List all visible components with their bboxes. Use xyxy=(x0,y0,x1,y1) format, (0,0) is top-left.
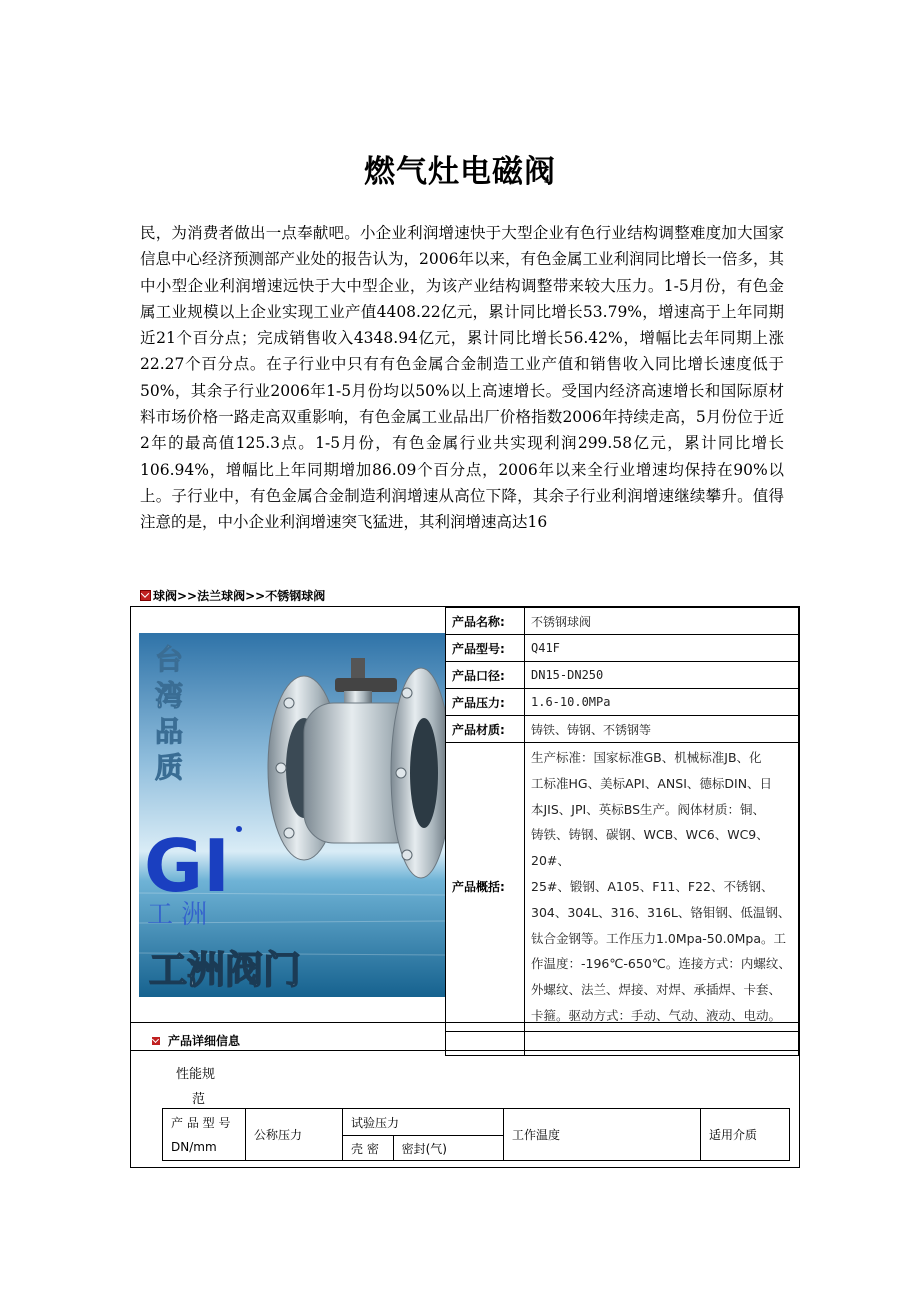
spec-row-overview xyxy=(446,743,799,1032)
product-image xyxy=(139,633,445,997)
spec-value: DN15-DN250 xyxy=(525,662,799,689)
detail-title: 产品详细信息 xyxy=(168,1034,241,1048)
col-test-pressure: 试验压力 xyxy=(343,1109,504,1136)
breadcrumb-text[interactable]: 球阀>>法兰球阀>>不锈钢球阀 xyxy=(153,589,326,603)
col-pressure: 公称压力 xyxy=(246,1109,343,1161)
spec-value: 1.6-10.0MPa xyxy=(525,689,799,716)
brand-logo xyxy=(144,824,242,908)
spec-row xyxy=(446,635,799,662)
brand-text: 工洲阀门 xyxy=(149,948,302,992)
divider xyxy=(130,1050,799,1051)
spec-table xyxy=(445,607,799,1056)
svg-text:GI: GI xyxy=(144,824,230,908)
vertical-char: 台 xyxy=(155,643,184,676)
col-shell: 壳 密 xyxy=(343,1136,394,1161)
performance-table xyxy=(162,1108,790,1161)
spec-label: 产品压力: xyxy=(446,689,525,716)
page-title: 燃气灶电磁阀 xyxy=(364,154,556,190)
col-model: 产 品 型 号 DN/mm xyxy=(163,1109,246,1161)
perf-label: 性能规 范 xyxy=(176,1067,216,1107)
col-medium: 适用介质 xyxy=(701,1109,790,1161)
vertical-char: 质 xyxy=(155,751,184,784)
article-paragraph: 民，为消费者做出一点奉献吧。小企业利润增速快于大型企业有色行业结构调整难度加大国家信息中心经济预测部产业处的报告认为，2006年以来，有色金属工业利润同比增长一倍多，其中小型企业利润增速远快于大中型企业，为该产业结构调整带来较大压力。1-5月份，有色金属工业规模以上企业实现工业产值4408.22亿元，累计同比增长53.79%，增速高于上年同期近21个百分点；完成销售收入4348.94亿元，累计同比增长56.42%，增幅比去年同期上涨22.27个百分点。在子行业中只有有色金属合金制造工业产值和销售收入同比增长速度低于50%，其余子行业2006年1-5月份均以50%以上高速增长。受国内经济高速增长和国际原材料市场价格一路走高双重影响，有色金属工业品出厂价格指数2006年持续走高，5月份位于近2年的最高值125.3点。1-5月份，有色金属行业共实现利润299.58亿元，累计同比增长106.94%，增幅比上年同期增加86.09个百分点，2006年以来全行业增速均保持在90%以上。子行业中，有色金属合金制造利润增速从高位下降，其余子行业利润增速继续攀升。值得注意的是，中小企业利润增速突飞猛进，其利润增速高达16 xyxy=(140,224,784,532)
spec-label: 产品口径: xyxy=(446,662,525,689)
arrow-icon xyxy=(140,590,151,601)
spec-value: 铸铁、铸钢、不锈钢等 xyxy=(525,716,799,743)
vertical-char: 品 xyxy=(155,715,184,748)
spec-row xyxy=(446,689,799,716)
vertical-char: 湾 xyxy=(155,679,184,712)
spec-row-empty xyxy=(446,1031,799,1055)
spec-value: 不锈钢球阀 xyxy=(525,608,799,635)
spec-label: 产品型号: xyxy=(446,635,525,662)
spec-label: 产品名称: xyxy=(446,608,525,635)
spec-row xyxy=(446,608,799,635)
spec-row xyxy=(446,716,799,743)
spec-label: 产品材质: xyxy=(446,716,525,743)
col-temperature: 工作温度 xyxy=(504,1109,701,1161)
logo-sub-text: 工 洲 xyxy=(147,900,208,930)
spec-row xyxy=(446,662,799,689)
detail-header xyxy=(152,1032,240,1049)
col-seal: 密封(气) xyxy=(393,1136,503,1161)
overview-text: 生产标准：国家标准GB、机械标准JB、化 工标准HG、美标API、ANSI、德标DIN、日 本JIS、JPI、英标BS生产。阀体材质：铜、 铸铁、铸钢、碳钢、WCB、WC6、WC9、20#、 25#、锻钢、A105、F11、F22、不锈钢、 304、304L、316、316L、铬钼钢、低温钢、 钛合金钢等。工作压力1.0Mpa-50.0Mpa。工 作温度：-196℃-650℃。连接方式：内螺纹、 外螺纹、法兰、焊接、对焊、承插焊、卡套、 卡箍。驱动方式：手动、气动、液动、电动。 xyxy=(525,743,799,1032)
breadcrumb xyxy=(140,587,325,604)
arrow-icon xyxy=(152,1037,160,1045)
spec-label: 产品概括: xyxy=(446,743,525,1032)
divider xyxy=(130,1022,799,1023)
spec-value: Q41F xyxy=(525,635,799,662)
